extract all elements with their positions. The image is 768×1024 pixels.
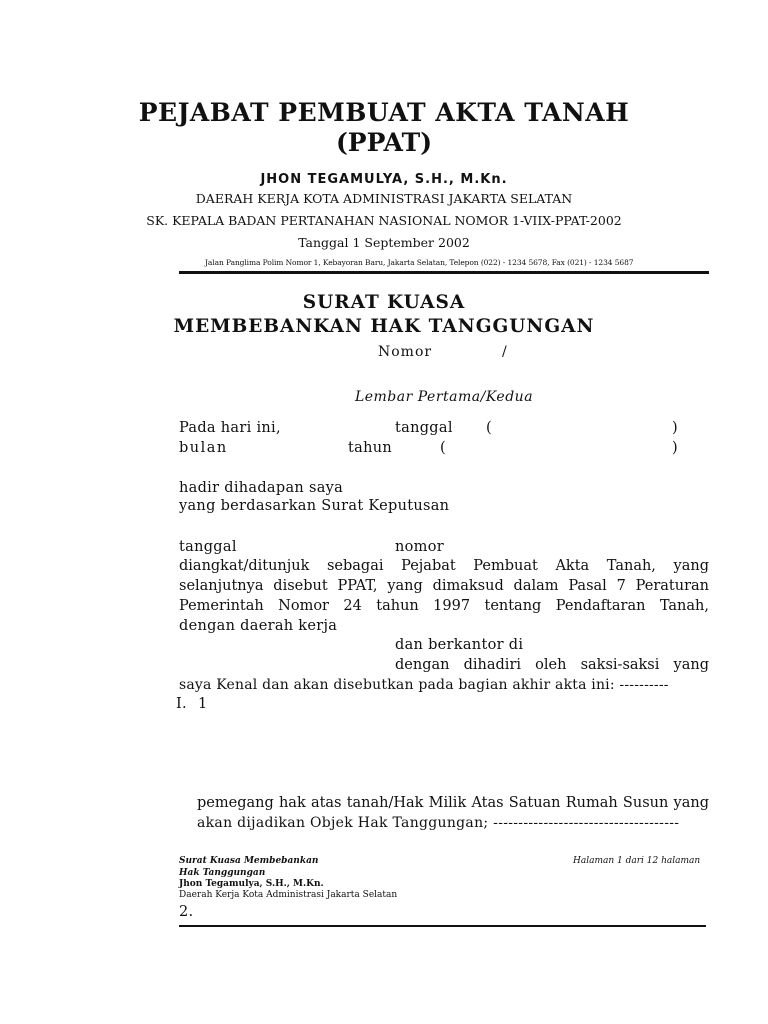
work-area: DAERAH KERJA KOTA ADMINISTRASI JAKARTA SELATAN xyxy=(195,191,573,206)
office-address: Jalan Panglima Polim Nomor 1, Kebayoran Baru, Jakarta Selatan, Telepon (022) - 1234 5678, Fax (021) - 1234 5687 xyxy=(205,258,634,267)
paragraph-line: Pemerintah Nomor 24 tahun 1997 tentang Pendaftaran Tanah, xyxy=(179,598,709,614)
nomor-sk-label: nomor xyxy=(395,539,444,555)
objek-line: akan dijadikan Objek Hak Tanggungan; ------------------------------------- xyxy=(197,815,680,831)
footer-area: Daerah Kerja Kota Administrasi Jakarta Selatan xyxy=(179,890,398,900)
nomor-label: Nomor xyxy=(378,344,433,360)
daerah-kerja-line: dengan daerah kerja xyxy=(179,618,338,634)
document-title: SURAT KUASA xyxy=(302,292,466,313)
item-sub-number: 1 xyxy=(198,696,208,712)
page-counter: Halaman 1 dari 12 halaman xyxy=(573,856,701,866)
decree-date: Tanggal 1 September 2002 xyxy=(298,235,470,250)
paragraph-line: selanjutnya disebut PPAT, yang dimaksud dalam Pasal 7 Peraturan xyxy=(179,578,709,594)
office-abbreviation: (PPAT) xyxy=(335,128,433,157)
decree-number: SK. KEPALA BADAN PERTANAHAN NASIONAL NOMOR 1-VIIX-PPAT-2002 xyxy=(146,213,622,228)
nomor-slash: / xyxy=(502,344,507,360)
tanggal-sk-label: tanggal xyxy=(179,539,237,555)
item-number-2: 2. xyxy=(179,904,194,920)
tanggal-close-paren: ) xyxy=(672,420,678,436)
tahun-open-paren: ( xyxy=(440,440,446,456)
document-subtitle: MEMBEBANKAN HAK TANGGUNGAN xyxy=(173,316,595,337)
tahun-close-paren: ) xyxy=(672,440,678,456)
footer-doc-name-2: Hak Tanggungan xyxy=(179,868,266,878)
footer-official: Jhon Tegamulya, S.H., M.Kn. xyxy=(179,879,324,889)
berdasarkan-line: yang berdasarkan Surat Keputusan xyxy=(179,498,450,514)
item-number: I. xyxy=(176,696,187,712)
footer-doc-name: Surat Kuasa Membebankan xyxy=(179,856,319,866)
office-title: PEJABAT PEMBUAT AKTA TANAH xyxy=(138,98,630,127)
footer-divider xyxy=(179,925,706,927)
pada-hari-ini: Pada hari ini, xyxy=(179,420,281,436)
header-divider xyxy=(179,271,709,274)
saksi-line: dengan dihadiri oleh saksi-saksi yang xyxy=(395,657,709,673)
pemegang-line: pemegang hak atas tanah/Hak Milik Atas Satuan Rumah Susun yang xyxy=(197,795,709,811)
hadir-line: hadir dihadapan saya xyxy=(179,480,344,496)
bulan-label: bulan xyxy=(179,440,228,456)
berkantor-line: dan berkantor di xyxy=(395,637,524,653)
kenal-line: saya Kenal dan akan disebutkan pada bagian akhir akta ini: ---------- xyxy=(179,677,669,693)
paragraph-line: diangkat/ditunjuk sebagai Pejabat Pembuat Akta Tanah, yang xyxy=(179,558,709,574)
tahun-label: tahun xyxy=(348,440,392,456)
official-name: JHON TEGAMULYA, S.H., M.Kn. xyxy=(260,172,508,187)
tanggal-label: tanggal xyxy=(395,420,453,436)
sheet-label: Lembar Pertama/Kedua xyxy=(354,389,534,405)
tanggal-open-paren: ( xyxy=(486,420,492,436)
